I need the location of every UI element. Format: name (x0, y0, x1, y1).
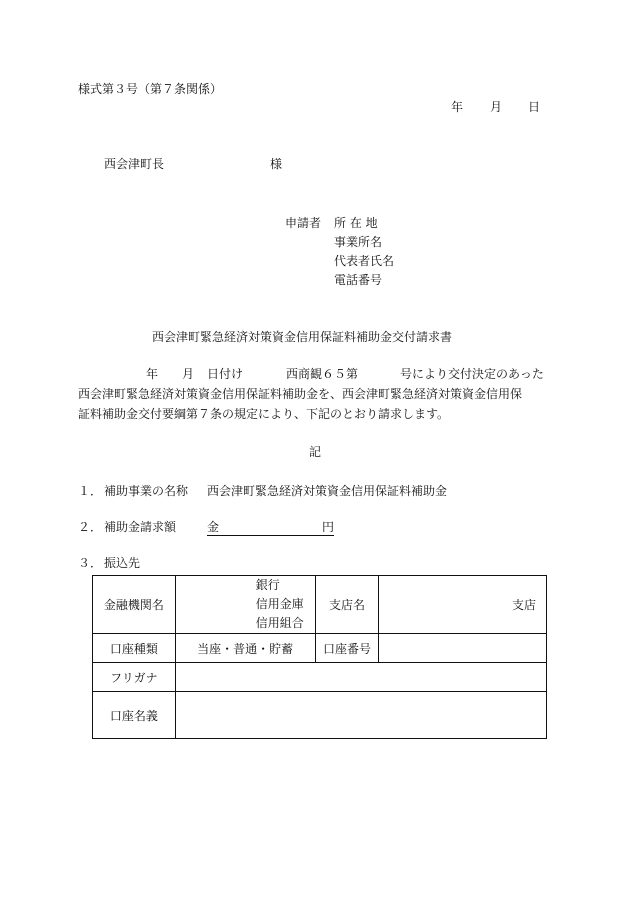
ki-heading: 記 (309, 445, 322, 459)
furigana-label: フリガナ (93, 663, 176, 692)
fi-name-cell[interactable] (175, 576, 315, 634)
table-row (93, 692, 547, 739)
account-name-cell[interactable] (175, 692, 546, 739)
request-amount-field[interactable] (207, 521, 334, 536)
item-2-number: ２． (78, 520, 103, 534)
applicant-representative-label: 代表者氏名 (334, 254, 395, 268)
item-3-number: ３． (78, 556, 103, 570)
form-number: 様式第３号（第７条関係） (78, 82, 223, 96)
branch-suffix: 支店 (511, 598, 536, 612)
item-3-label: 振込先 (104, 556, 141, 570)
fi-type-bank: 銀行 (255, 578, 280, 592)
body-line-3: 証料補助金交付要綱第７条の規定により、下記のとおり請求します。 (78, 407, 450, 421)
date-month: 月 (490, 100, 503, 114)
table-row (93, 663, 547, 692)
applicant-phone-label: 電話番号 (334, 273, 383, 287)
item-1-number: １． (78, 484, 103, 498)
body-year: 年 (146, 367, 159, 381)
date-day: 日 (528, 100, 541, 114)
body-month: 月 (182, 367, 195, 381)
table-row (93, 634, 547, 663)
account-number-label: 口座番号 (315, 634, 379, 663)
item-2-label: 補助金請求額 (104, 520, 177, 534)
addressee-name: 西会津町長 (104, 157, 165, 171)
addressee-honorific: 様 (270, 157, 283, 171)
applicant-label: 申請者 (285, 216, 322, 230)
furigana-cell[interactable] (175, 663, 546, 692)
item-1-value: 西会津町緊急経済対策資金信用保証料補助金 (207, 484, 448, 498)
amount-currency: 金 (207, 520, 220, 534)
fi-name-label: 金融機関名 (93, 576, 176, 634)
body-line-2: 西会津町緊急経済対策資金信用保証料補助金を、西会津町緊急経済対策資金信用保 (78, 387, 523, 401)
branch-name-label: 支店名 (315, 576, 379, 634)
table-row (93, 576, 547, 634)
applicant-address-label: 所 在 地 (334, 216, 378, 230)
document-title: 西会津町緊急経済対策資金信用保証料補助金交付請求書 (152, 330, 453, 344)
body-date-suffix: 日付け (207, 367, 244, 381)
date-year: 年 (451, 100, 464, 114)
bank-transfer-table (92, 575, 547, 739)
item-1-label: 補助事業の名称 (104, 484, 189, 498)
account-number-cell[interactable] (379, 634, 547, 663)
fi-type-shinkin: 信用金庫 (255, 597, 304, 611)
amount-unit: 円 (321, 520, 334, 534)
fi-type-kumiai: 信用組合 (255, 616, 304, 630)
applicant-business-name-label: 事業所名 (334, 235, 383, 249)
branch-name-cell[interactable] (379, 576, 547, 634)
body-ref-suffix: 号により交付決定のあった (400, 367, 544, 381)
account-type-label: 口座種類 (93, 634, 176, 663)
account-type-options[interactable]: 当座・普通・貯蓄 (175, 634, 315, 663)
body-ref-prefix: 西商観６５第 (286, 367, 359, 381)
account-name-label: 口座名義 (93, 692, 176, 739)
